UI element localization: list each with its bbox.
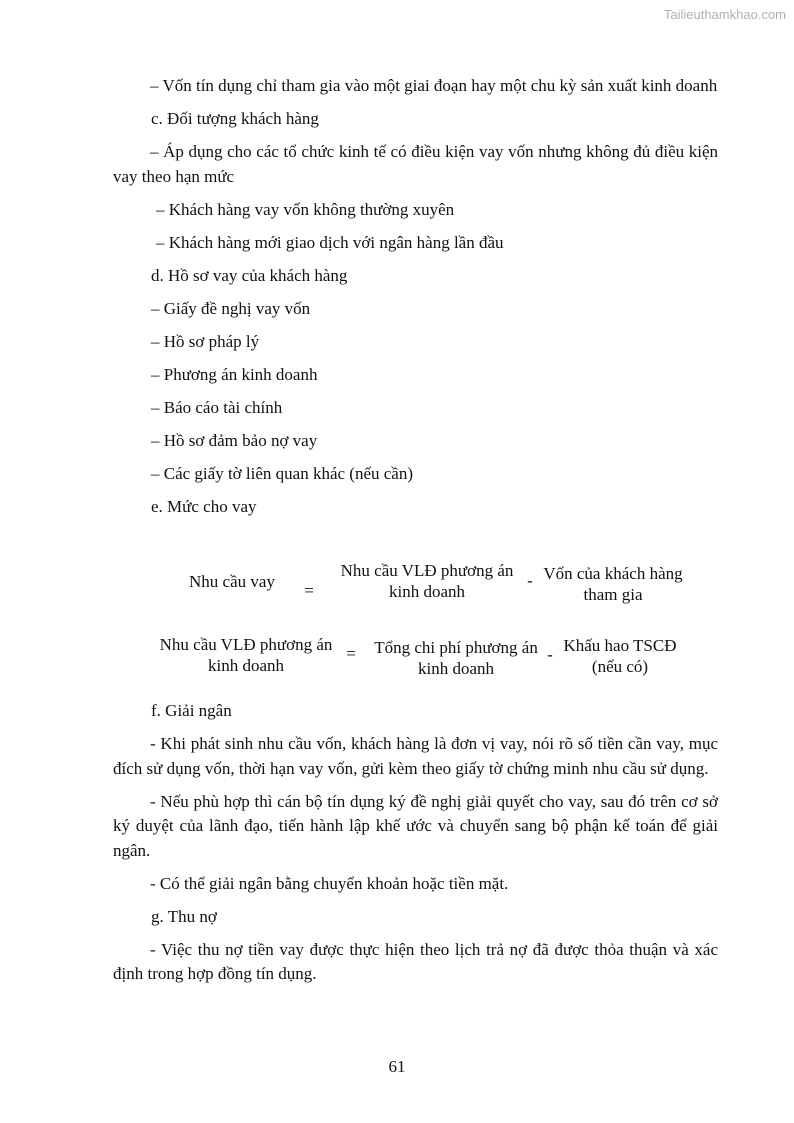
document-body-lower — [113, 699, 718, 995]
page-number: 61 — [388, 1057, 406, 1076]
paragraph: - Việc thu nợ tiền vay được thực hiện theo lịch trả nợ đã được thỏa thuận và xác định trong hợp đồng tín dụng. — [113, 939, 718, 983]
paragraph: - Có thể giải ngân bằng chuyển khoản hoặc tiền mặt. — [150, 873, 509, 893]
formula-2-left: Nhu cầu VLĐ phương án kinh doanh — [159, 635, 333, 675]
watermark: Tailieuthamkhao.com — [663, 7, 786, 22]
list-item: – Các giấy tờ liên quan khác (nếu cần) — [151, 463, 413, 483]
formula-2-right: Khấu hao TSCĐ (nếu có) — [563, 636, 677, 676]
formula-1-right: Vốn của khách hàng tham gia — [543, 564, 683, 604]
list-item: – Báo cáo tài chính — [151, 397, 283, 417]
paragraph: - Khi phát sinh nhu cầu vốn, khách hàng là đơn vị vay, nói rõ số tiền cần vay, mục đích sử dụng vốn, thời hạn vay vốn, gửi kèm theo giấy tờ chứng minh nhu cầu sử dụng. — [113, 734, 718, 778]
formula-2-mid: Tổng chi phí phương án kinh doanh — [374, 638, 538, 678]
list-item: – Giấy đề nghị vay vốn — [151, 298, 311, 318]
heading-f: f. Giải ngân — [151, 701, 232, 720]
list-item: – Phương án kinh doanh — [151, 364, 318, 384]
formula-1-left: Nhu cầu vay — [189, 572, 275, 591]
heading-c: c. Đối tượng khách hàng — [151, 109, 319, 128]
formula-1-mid: Nhu cầu VLĐ phương án kinh doanh — [340, 561, 514, 601]
list-item: – Hồ sơ đảm bảo nợ vay — [151, 430, 318, 450]
formula-2-equals: = — [346, 644, 356, 663]
paragraph: - Nếu phù hợp thì cán bộ tín dụng ký đề nghị giải quyết cho vay, sau đó trên cơ sở ký duyệt của lãnh đạo, tiến hành lập khế ước và chuyển sang bộ phận kế toán để giải ngân. — [113, 791, 718, 860]
formula-2-minus: - — [547, 645, 553, 664]
list-item: – Khách hàng vay vốn không thường xuyên — [156, 199, 455, 219]
heading-g: g. Thu nợ — [151, 906, 217, 926]
formula-1-minus: - — [527, 571, 533, 590]
list-item: – Áp dụng cho các tổ chức kinh tế có điều kiện vay vốn nhưng không đủ điều kiện vay theo hạn mức — [113, 142, 718, 186]
list-item: – Hồ sơ pháp lý — [151, 331, 260, 351]
formula-1-equals: = — [304, 581, 314, 600]
heading-e: e. Mức cho vay — [151, 496, 257, 516]
heading-d: d. Hồ sơ vay của khách hàng — [151, 265, 348, 285]
list-item: – Khách hàng mới giao dịch với ngân hàng lần đầu — [156, 232, 504, 252]
paragraph: – Vốn tín dụng chỉ tham gia vào một giai đoạn hay một chu kỳ sản xuất kinh doanh — [150, 76, 718, 95]
document-body — [113, 74, 718, 528]
